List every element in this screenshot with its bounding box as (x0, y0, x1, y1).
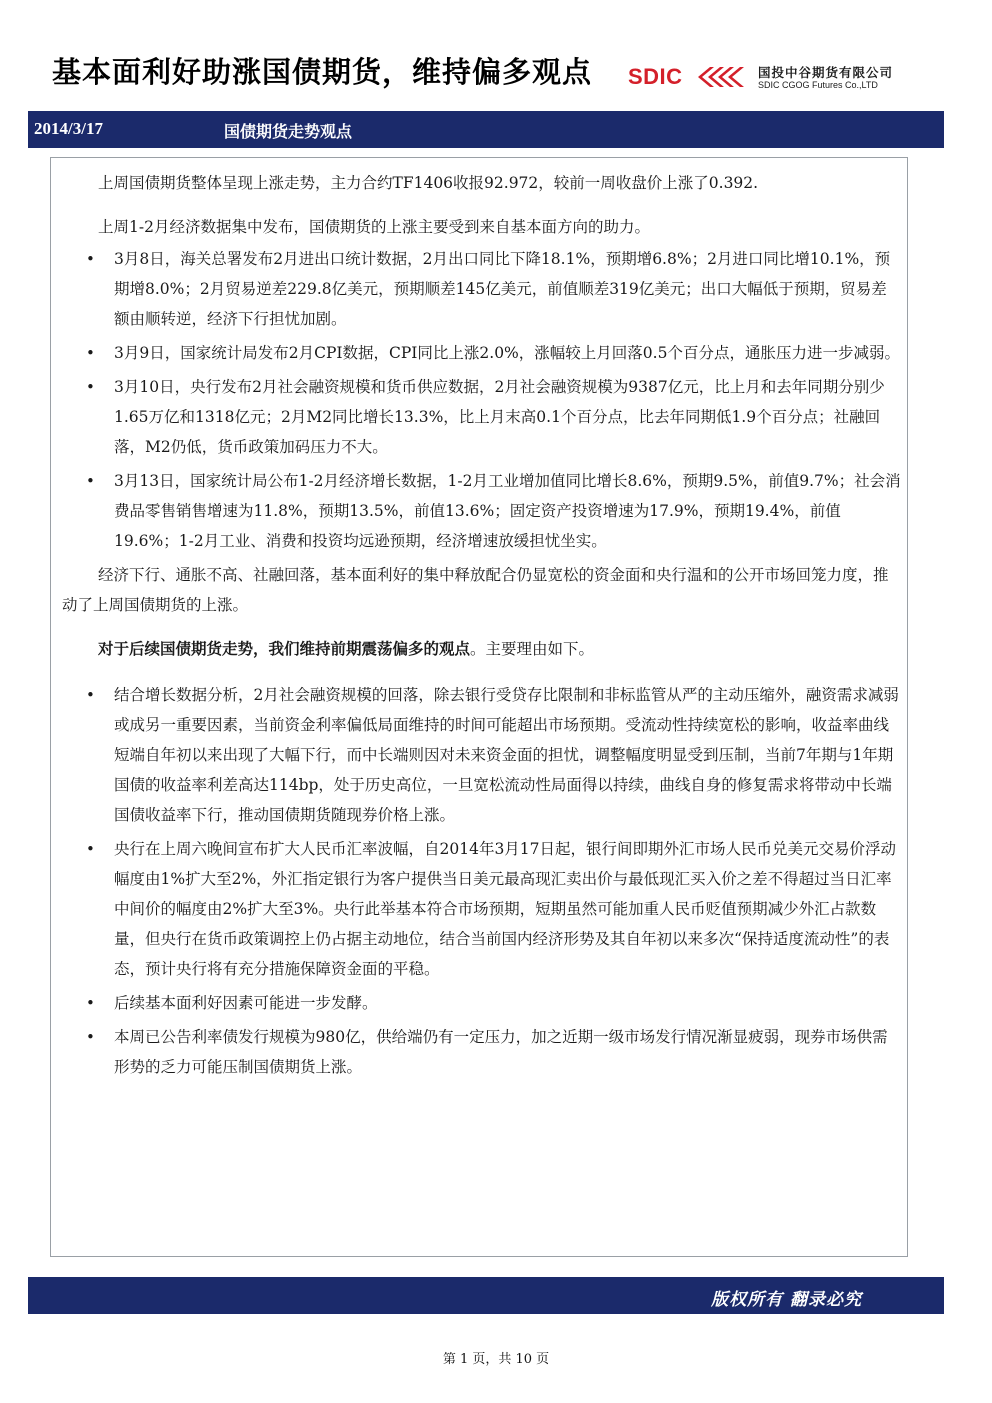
paragraph-outlook: 对于后续国债期货走势，我们维持前期震荡偏多的观点。主要理由如下。 (98, 639, 595, 658)
list-item: • 结合增长数据分析，2月社会融资规模的回落，除去银行受贷存比限制和非标监管从严的主动压缩外，融资需求减弱或成另一重要因素，当前资金利率偏低局面维持的时间可能超出市场预期。受流动性持续宽松的影响，收益率曲线短端自年初以来出现了大幅下行，而中长端则因对未来资金面的担忧，调整幅度明显受到压制，当前7年期与1年期国债的收益率利差高达114bp，处于历史高位，一旦宽松流动性局面得以持续，曲线自身的修复需求将带动中长端国债收益率下行，推动国债期货随现券价格上涨。 (62, 680, 902, 830)
outlook-bold-text: 对于后续国债期货走势，我们维持前期震荡偏多的观点 (98, 639, 471, 658)
copyright-notice: 版权所有 翻录必究 (711, 1290, 862, 1310)
company-name-cn: 国投中谷期货有限公司 (758, 65, 894, 80)
bullet-icon: • (86, 472, 95, 490)
list-item: • 3月8日，海关总署发布2月进出口统计数据，2月出口同比下降18.1%，预期增6.8%；2月进口同比增10.1%，预期增8.0%；2月贸易逆差229.8亿美元，预期顺差145亿美元，前值顺差319亿美元；出口大幅低于预期，贸易差额由顺转逆，经济下行担忧加剧。 (62, 244, 902, 334)
list-item: • 本周已公告利率债发行规模为980亿，供给端仍有一定压力，加之近期一级市场发行情况渐显疲弱，现券市场供需形势的乏力可能压制国债期货上涨。 (62, 1022, 902, 1082)
section-title: 国债期货走势观点 (224, 122, 353, 141)
data-release-list (62, 244, 902, 556)
bullet-icon: • (86, 840, 95, 858)
bullet-icon: • (86, 344, 95, 362)
bullet-icon: • (86, 994, 95, 1012)
logo-sdic-text: SDIC (628, 64, 683, 89)
bullet-icon: • (86, 378, 95, 396)
paragraph-intro: 上周1-2月经济数据集中发布，国债期货的上涨主要受到来自基本面方向的助力。 (98, 218, 650, 236)
footer-bar (28, 1277, 944, 1314)
report-body (62, 168, 902, 1086)
company-name-en: SDIC CGOG Futures Co.,LTD (758, 80, 878, 90)
bullet-icon: • (86, 250, 95, 268)
list-item: • 央行在上周六晚间宣布扩大人民币汇率波幅，自2014年3月17日起，银行间即期外汇市场人民币兑美元交易价浮动幅度由1%扩大至2%，外汇指定银行为客户提供当日美元最高现汇卖出价与最低现汇买入价之差不得超过当日汇率中间价的幅度由2%扩大至3%。央行此举基本符合市场预期，短期虽然可能加重人民币贬值预期减少外汇占款数量，但央行在货币政策调控上仍占据主动地位，结合当前国内经济形势及其自年初以来多次“保持适度流动性”的表态，预计央行将有充分措施保障资金面的平稳。 (62, 834, 902, 984)
reasons-list (62, 680, 902, 1082)
page-number: 第 1 页，共 10 页 (442, 1352, 550, 1367)
document-title: 基本面利好助涨国债期货，维持偏多观点 (52, 55, 593, 89)
paragraph-summary: 上周国债期货整体呈现上涨走势，主力合约TF1406收报92.972，较前一周收盘价上涨了0.392. (98, 174, 759, 192)
report-date: 2014/3/17 (34, 119, 103, 138)
header-bar (28, 111, 944, 148)
company-logo (628, 60, 928, 100)
list-item: • 3月9日，国家统计局发布2月CPI数据，CPI同比上涨2.0%，涨幅较上月回落0.5个百分点，通胀压力进一步减弱。 (62, 338, 902, 368)
paragraph-conclusion: 经济下行、通胀不高、社融回落，基本面利好的集中释放配合仍显宽松的资金面和央行温和的公开市场回笼力度，推动了上周国债期货的上涨。 (62, 566, 889, 614)
logo-arrow-icon (696, 64, 748, 90)
bullet-icon: • (86, 686, 95, 704)
bullet-icon: • (86, 1028, 95, 1046)
list-item: • 3月13日，国家统计局公布1-2月经济增长数据，1-2月工业增加值同比增长8.6%，预期9.5%，前值9.7%；社会消费品零售销售增速为11.8%，预期13.5%，前值13.6%；固定资产投资增速为17.9%，预期19.4%，前值19.6%；1-2月工业、消费和投资均远逊预期，经济增速放缓担忧坐实。 (62, 466, 902, 556)
list-item: • 3月10日，央行发布2月社会融资规模和货币供应数据，2月社会融资规模为9387亿元，比上月和去年同期分别少1.65万亿和1318亿元；2月M2同比增长13.3%，比上月末高0.1个百分点，比去年同期低1.9个百分点；社融回落，M2仍低，货币政策加码压力不大。 (62, 372, 902, 462)
list-item: • 后续基本面利好因素可能进一步发酵。 (62, 988, 902, 1018)
